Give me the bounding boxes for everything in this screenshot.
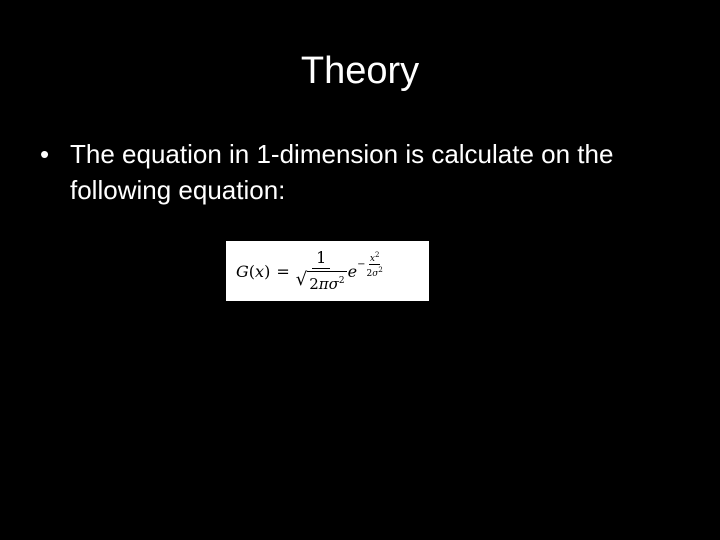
bullet-text: The equation in 1-dimension is calculate on the following equation: — [70, 139, 614, 205]
fraction — [295, 247, 347, 293]
sigma-symbol: σ — [328, 274, 339, 293]
exponent — [357, 250, 383, 279]
denominator — [296, 269, 347, 293]
exponent-numerator — [369, 250, 381, 265]
exponential — [347, 250, 383, 281]
exp-variable: x — [369, 253, 375, 264]
exp-sigma: σ — [372, 268, 379, 279]
numerator: 1 — [312, 250, 330, 269]
radicand — [307, 271, 346, 293]
minus-sign: − — [357, 258, 366, 270]
equals-sign: = — [276, 261, 290, 281]
equation-lhs — [236, 262, 270, 281]
open-paren: ( — [248, 261, 256, 281]
denominator-const: 2 — [309, 274, 319, 293]
slide-title: Theory — [300, 50, 420, 92]
bullet-marker: • — [40, 139, 50, 169]
bullet-item — [40, 136, 680, 208]
pi-symbol: π — [318, 274, 329, 293]
sqrt-symbol: √ — [295, 268, 308, 290]
exp-den-const: 2 — [366, 268, 373, 279]
exp-num-square: 2 — [374, 250, 380, 259]
exp-den-square: 2 — [378, 265, 383, 274]
square-exponent: 2 — [338, 275, 345, 286]
base-e: e — [347, 261, 358, 281]
equation-image — [226, 241, 429, 301]
close-paren: ) — [264, 261, 271, 281]
exponent-fraction — [366, 250, 382, 279]
exponent-denominator — [366, 265, 382, 279]
function-symbol: G — [236, 261, 249, 281]
variable-symbol: x — [255, 261, 265, 281]
